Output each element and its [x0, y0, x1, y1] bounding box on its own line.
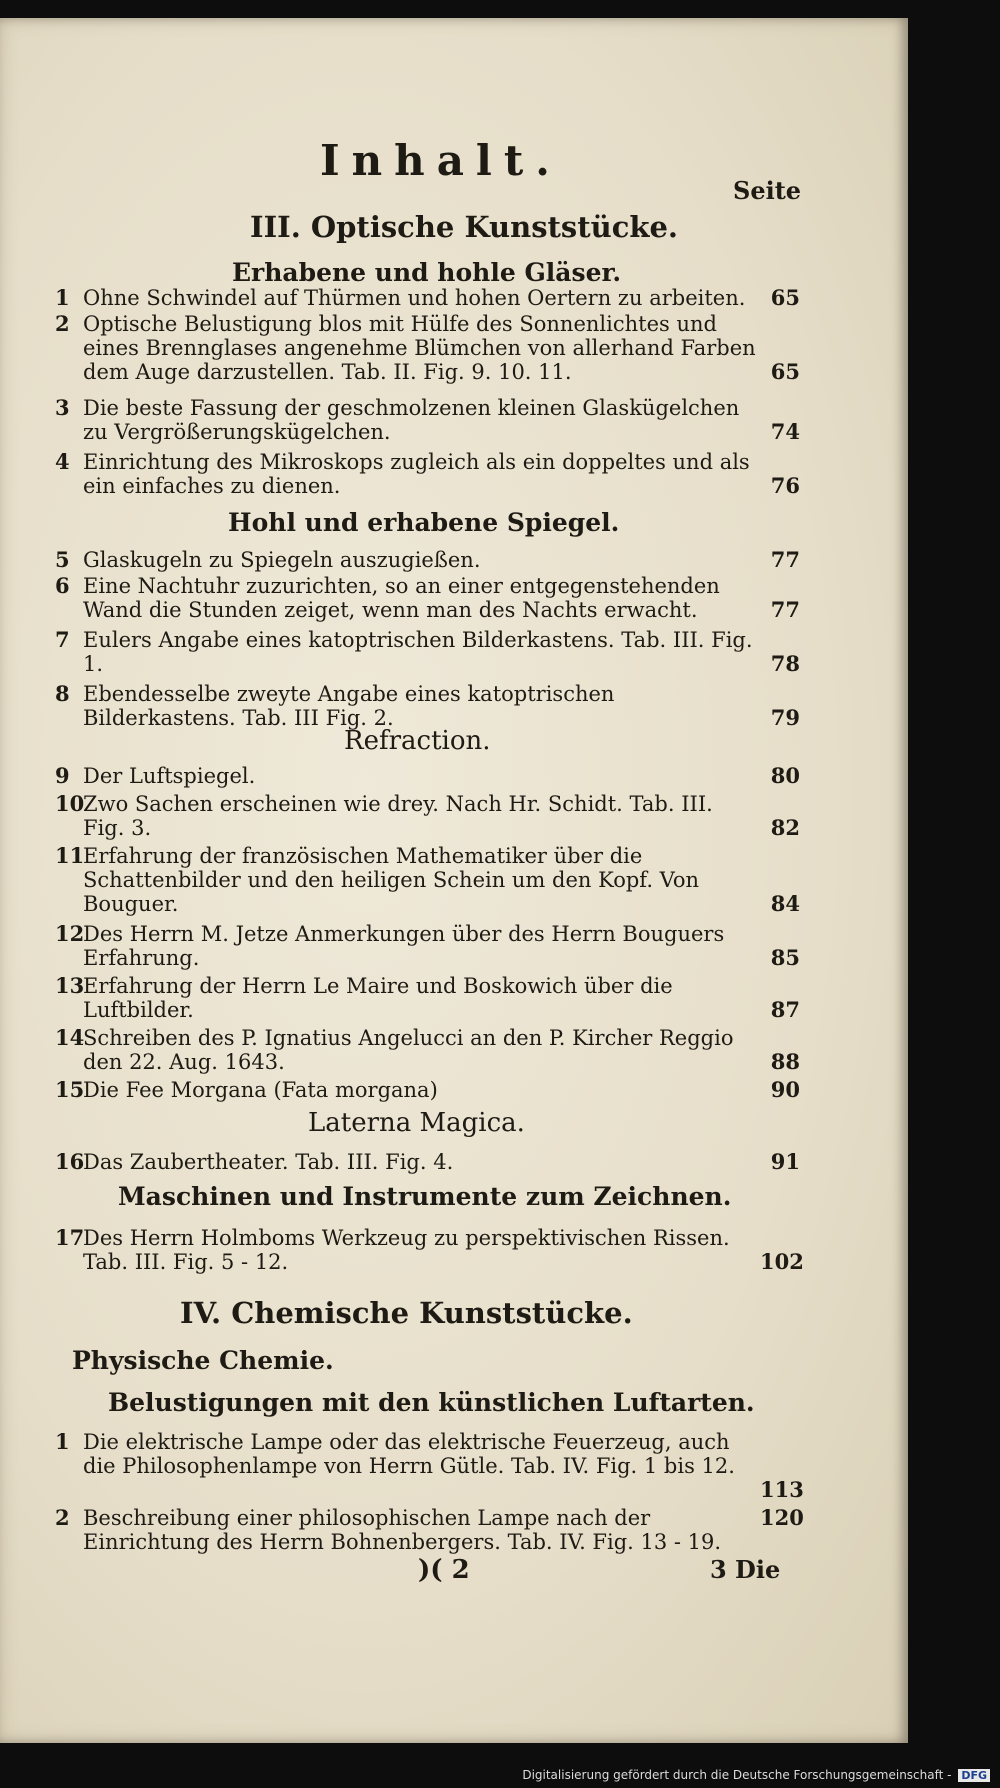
entry-text: Glaskugeln zu Spiegeln auszugießen.: [83, 548, 481, 572]
entry-number: 4: [55, 449, 70, 474]
toc-entry: [55, 764, 800, 788]
subheading-refraction: Refraction.: [344, 726, 491, 756]
toc-entry: [55, 792, 800, 840]
toc-entry: [55, 1150, 800, 1174]
entry-number: 16: [55, 1149, 85, 1174]
entry-page: 74: [770, 419, 800, 444]
entry-number: 10: [55, 791, 85, 816]
entry-number: 9: [55, 763, 70, 788]
toc-entry: [55, 682, 800, 730]
entry-page: 102: [760, 1249, 804, 1274]
book-page: [0, 18, 908, 1743]
toc-entry: [55, 1429, 804, 1502]
subheading-maschinen: Maschinen und Instrumente zum Zeichnen.: [118, 1182, 732, 1211]
entry-page: 76: [770, 473, 800, 498]
entry-number: 11: [55, 843, 85, 868]
entry-text: Des Herrn Holmboms Werkzeug zu perspektivischen Rissen. Tab. III. Fig. 5 - 12.: [83, 1226, 730, 1274]
entry-page: 120: [760, 1505, 804, 1530]
entry-page: 85: [770, 945, 800, 970]
entry-text: Das Zaubertheater. Tab. III. Fig. 4.: [83, 1150, 454, 1174]
entry-number: 13: [55, 973, 85, 998]
toc-entry: [55, 450, 800, 498]
section-heading-iii: III. Optische Kunststücke.: [250, 210, 679, 244]
entry-text: Einrichtung des Mikroskops zugleich als ein doppeltes und als ein einfaches zu dienen.: [83, 450, 750, 498]
entry-text: Der Luftspiegel.: [83, 764, 256, 788]
page-title: Inhalt.: [320, 136, 562, 185]
entry-text: Die elektrische Lampe oder das elektrische Feuerzeug, auch die Philosophenlampe von Herrn Gütle. Tab. IV. Fig. 1 bis 12.: [83, 1430, 735, 1478]
entry-text: Des Herrn M. Jetze Anmerkungen über des Herrn Bouguers Erfahrung.: [83, 922, 725, 970]
entry-text: Ebendesselbe zweyte Angabe eines katoptrischen Bilderkastens. Tab. III Fig. 2.: [83, 682, 615, 730]
entry-page: 65: [770, 285, 800, 310]
toc-entry: [55, 1078, 800, 1102]
entry-text: Beschreibung einer philosophischen Lampe nach der Einrichtung des Herrn Bohnenbergers. Tab. IV. Fig. 13 - 19.: [83, 1506, 722, 1554]
subheading-belustigungen: Belustigungen mit den künstlichen Luftarten.: [108, 1388, 755, 1417]
entry-text: Erfahrung der Herrn Le Maire und Boskowich über die Luftbilder.: [83, 974, 673, 1022]
entry-text: Die Fee Morgana (Fata morgana): [83, 1078, 438, 1102]
toc-entry: [55, 286, 800, 310]
entry-number: 2: [55, 311, 70, 336]
entry-number: 2: [55, 1505, 70, 1530]
toc-entry: [55, 922, 800, 970]
page-column-label: Seite: [733, 176, 802, 205]
section-heading-iv: IV. Chemische Kunststücke.: [180, 1296, 633, 1330]
entry-page: 80: [770, 763, 800, 788]
entry-page: 90: [770, 1077, 800, 1102]
entry-number: 3: [55, 395, 70, 420]
entry-number: 12: [55, 921, 85, 946]
entry-number: 5: [55, 547, 70, 572]
toc-entry: [55, 628, 800, 676]
entry-page: 79: [770, 705, 800, 730]
signature-mark: )( 2: [418, 1555, 470, 1585]
entry-number: 7: [55, 627, 70, 652]
toc-entry: [55, 974, 800, 1022]
entry-text: Ohne Schwindel auf Thürmen und hohen Oertern zu arbeiten.: [83, 286, 746, 310]
entry-number: 15: [55, 1077, 85, 1102]
toc-entry: [55, 312, 800, 384]
credit-text: Digitalisierung gefördert durch die Deutsche Forschungsgemeinschaft -: [522, 1768, 952, 1782]
entry-text: Optische Belustigung blos mit Hülfe des Sonnenlichtes und eines Brennglases angenehme Blümchen von allerhand Farben dem Auge darzustellen. Tab. II. Fig. 9. 10. 11.: [83, 312, 756, 384]
toc-entry: [55, 548, 800, 572]
entry-number: 1: [55, 1429, 70, 1454]
toc-entry: [55, 1225, 804, 1274]
entry-page: 77: [770, 597, 800, 622]
catchword: 3 Die: [710, 1555, 781, 1584]
entry-page: 84: [770, 891, 800, 916]
entry-page: 88: [770, 1049, 800, 1074]
subheading-erhabene: Erhabene und hohle Gläser.: [232, 258, 622, 287]
toc-entry: [55, 1505, 804, 1554]
toc-entry: [55, 1026, 800, 1074]
entry-text: Die beste Fassung der geschmolzenen kleinen Glaskügelchen zu Vergrößerungskügelchen.: [83, 396, 740, 444]
subheading-physische: Physische Chemie.: [72, 1346, 334, 1375]
entry-page: 91: [770, 1149, 800, 1174]
entry-page: 113: [760, 1477, 804, 1502]
entry-number: 14: [55, 1025, 85, 1050]
toc-entry: [55, 844, 800, 916]
subheading-laterna: Laterna Magica.: [308, 1108, 525, 1138]
digitization-credit: [522, 1768, 990, 1782]
entry-page: 82: [770, 815, 800, 840]
entry-text: Eulers Angabe eines katoptrischen Bilderkastens. Tab. III. Fig. 1.: [83, 628, 753, 676]
entry-number: 6: [55, 573, 70, 598]
toc-entry: [55, 396, 800, 444]
entry-number: 17: [55, 1225, 85, 1250]
entry-text: Schreiben des P. Ignatius Angelucci an den P. Kircher Reggio den 22. Aug. 1643.: [83, 1026, 734, 1074]
entry-text: Eine Nachtuhr zuzurichten, so an einer entgegenstehenden Wand die Stunden zeiget, wenn man des Nachts erwacht.: [83, 574, 720, 622]
entry-page: 77: [770, 547, 800, 572]
toc-entry: [55, 574, 800, 622]
dfg-logo: DFG: [958, 1769, 990, 1782]
entry-page: 65: [770, 359, 800, 384]
entry-page: 78: [770, 651, 800, 676]
entry-text: Erfahrung der französischen Mathematiker über die Schattenbilder und den heiligen Schein um den Kopf. Von Bouguer.: [83, 844, 700, 916]
entry-number: 1: [55, 285, 70, 310]
entry-number: 8: [55, 681, 70, 706]
subheading-hohl: Hohl und erhabene Spiegel.: [228, 508, 620, 537]
entry-text: Zwo Sachen erscheinen wie drey. Nach Hr. Schidt. Tab. III. Fig. 3.: [83, 792, 713, 840]
entry-page: 87: [770, 997, 800, 1022]
